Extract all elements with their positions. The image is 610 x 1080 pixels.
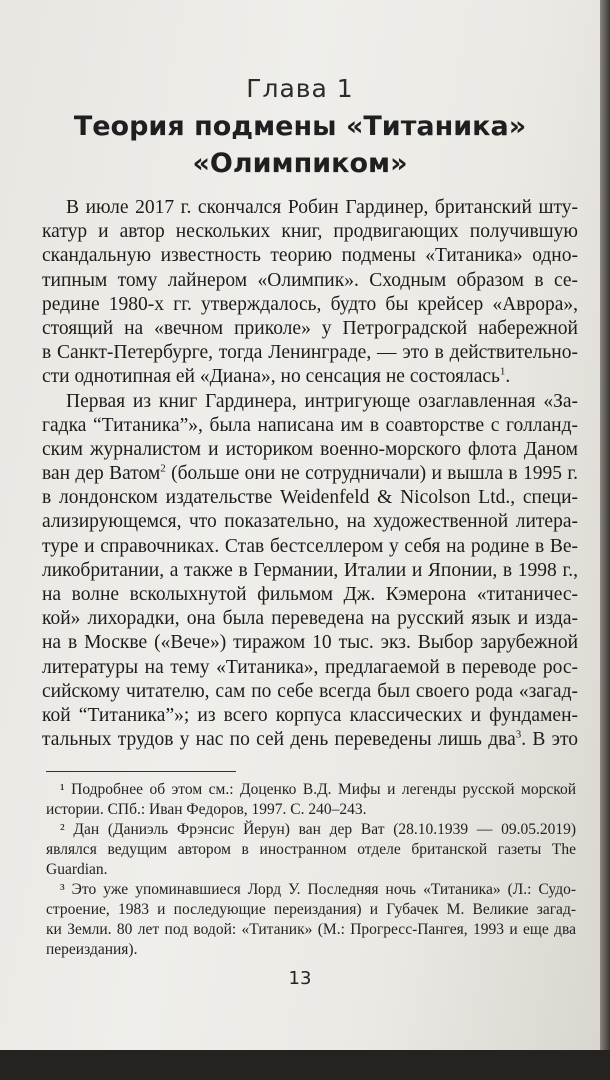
body-line: ализирующемся, что показательно, на художественной литера- xyxy=(42,511,578,533)
footnote-ref[interactable]: 3 xyxy=(515,728,522,741)
body-line: катур и автор нескольких книг, продвигающих получившую xyxy=(42,221,578,243)
body-line: Первая из книг Гардинера, интригующе озаглавленная «За- xyxy=(66,390,578,412)
page-edge xyxy=(600,0,610,1080)
background-shadow xyxy=(0,1050,610,1080)
body-line: ликобритании, а также в Германии, Италии и Японии, в 1998 г., xyxy=(42,559,578,581)
body-line: скандальную известность теорию подмены «Титаника» одно- xyxy=(42,245,578,267)
chapter-label: Глава 1 xyxy=(246,74,354,103)
chapter-title xyxy=(0,108,600,182)
chapter-title-line: «Олимпиком» xyxy=(192,148,408,179)
body-line: в лондонском издательстве Weidenfeld & Nicolson Ltd., специ- xyxy=(42,487,578,509)
footnote-ref[interactable]: 2 xyxy=(160,462,166,475)
body-line: кой» лихорадки, она была переведена на русский язык и изда- xyxy=(42,608,578,630)
page-number: 13 xyxy=(288,968,312,989)
footnote-line: переиздания). xyxy=(46,941,138,958)
body-line: В июле 2017 г. скончался Робин Гардинер, британский шту- xyxy=(66,197,578,218)
body-line: ским журналистом и историком военно-морского флота Даном xyxy=(42,438,578,460)
body-line: гадка “Титаника”», была написана им в соавторстве с голланд- xyxy=(42,414,578,436)
body-line: туре и справочниках. Став бестселлером у себя на родине в Ве- xyxy=(42,535,578,557)
footnote-line: строение, 1983 и последующие переиздания) и Губачек М. Великие загад- xyxy=(46,901,576,918)
footnote-line: истории. СПб.: Иван Федоров, 1997. С. 240–243. xyxy=(46,801,367,818)
body-line: редине 1980-х гг. утверждалось, будто бы крейсер «Аврора», xyxy=(42,293,578,315)
body-line: литературы на тему «Титаника», предлагаемой в переводе рос- xyxy=(42,656,578,678)
footnotes xyxy=(46,780,576,960)
footnote-ref[interactable]: 1 xyxy=(499,365,506,378)
footnote-line: Guardian. xyxy=(46,861,108,878)
body-line: сийскому читателю, сам по себе всегда был своего рода «загад- xyxy=(42,680,578,702)
chapter-title-line: Теория подмены «Титаника» xyxy=(73,111,527,142)
body-line: в Санкт-Петербурге, тогда Ленинграде, — это в действительно- xyxy=(42,342,578,364)
footnote-line: ки Земли. 80 лет под водой: «Титаник» (М.: Прогресс-Пангея, 1993 и еще два xyxy=(46,921,576,938)
body-line: ван дер Ватом$^2$ (больше они не сотрудничали) и вышла в 1995 г. xyxy=(42,462,578,485)
body-line: кой “Титаника”»; из всего корпуса классических и фундамен- xyxy=(42,704,578,726)
body-line: типным тому лайнером «Олимпик». Сходным образом в се- xyxy=(42,269,578,291)
footnote-divider xyxy=(46,771,236,772)
body-line: сти однотипная ей «Диана», но сенсация не состоялась$^1$. xyxy=(42,365,511,388)
body-line: на волне всколыхнутой фильмом Дж. Кэмерона «титаничес- xyxy=(42,584,578,605)
footnote-line: являлся ведущим автором в иностранном отделе британской газеты The xyxy=(46,841,576,858)
footnote-line: ¹ Подробнее об этом см.: Доценко В.Д. Мифы и легенды русской морской xyxy=(60,781,576,798)
body-text xyxy=(42,196,578,752)
body-line: тальных трудов у нас по сей день переведены лишь два$^3$. В это xyxy=(42,728,578,751)
footnote-line: ³ Это уже упоминавшиеся Лорд У. Последняя ночь «Титаника» (Л.: Судо- xyxy=(60,881,576,898)
body-line: на в Москве («Вече») тиражом 10 тыс. экз. Выбор зарубежной xyxy=(42,632,578,654)
body-line: стоящий на «вечном приколе» у Петроградской набережной xyxy=(42,317,578,339)
footnote-line: ² Дан (Даниэль Фрэнсис Йерун) ван дер Ват (28.10.1939 — 09.05.2019) xyxy=(60,821,576,838)
